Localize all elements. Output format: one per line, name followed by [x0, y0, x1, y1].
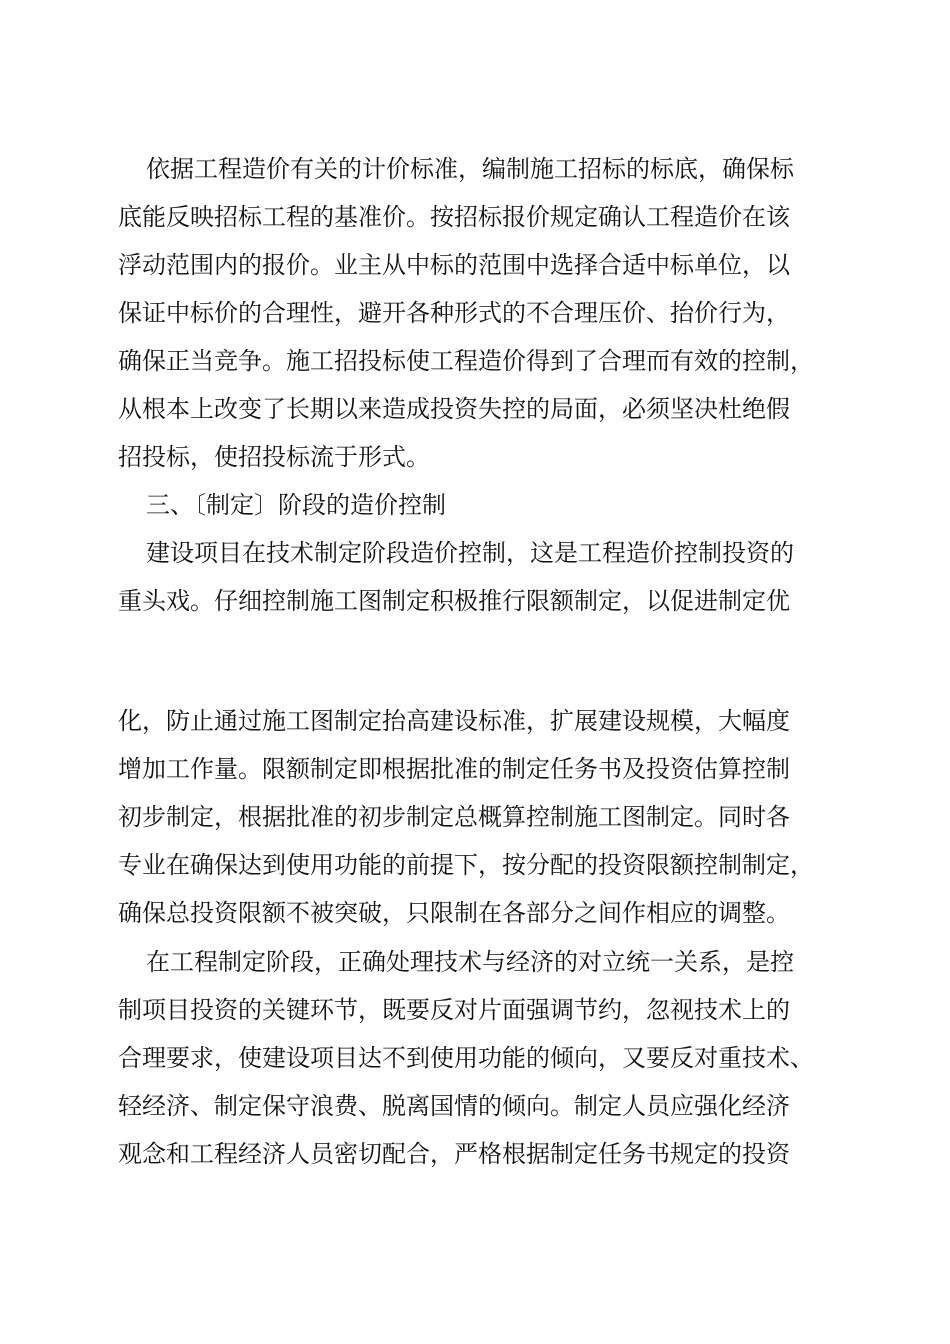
text-line: 确保总投资限额不被突破，只限制在各部分之间作相应的调整。 [118, 899, 790, 927]
text-line: 招投标，使招投标流于形式。 [118, 443, 430, 471]
text-line: 化，防止通过施工图制定抬高建设标准，扩展建设规模，大幅度 [118, 707, 790, 735]
text-line: 在工程制定阶段，正确处理技术与经济的对立统一关系，是控 [146, 948, 794, 976]
text-line: 确保正当竞争。施工招投标使工程造价得到了合理而有效的控制， [118, 347, 814, 375]
text-line: 从根本上改变了长期以来造成投资失控的局面，必须坚决杜绝假 [118, 395, 790, 423]
text-line: 增加工作量。限额制定即根据批准的制定任务书及投资估算控制 [118, 755, 790, 783]
section-heading: 三、〔制定〕阶段的造价控制 [146, 491, 446, 519]
text-line: 专业在确保达到使用功能的前提下，按分配的投资限额控制制定， [118, 851, 814, 879]
text-line: 初步制定，根据批准的初步制定总概算控制施工图制定。同时各 [118, 803, 790, 831]
text-line: 轻经济、制定保守浪费、脱离国情的倾向。制定人员应强化经济 [118, 1092, 790, 1120]
text-line: 保证中标价的合理性，避开各种形式的不合理压价、抬价行为， [118, 299, 790, 327]
text-line: 合理要求，使建设项目达不到使用功能的倾向，又要反对重技术、 [118, 1044, 814, 1072]
paragraph-design-limit [118, 697, 838, 937]
text-line: 重头戏。仔细控制施工图制定积极推行限额制定，以促进制定优 [118, 587, 790, 615]
text-line: 观念和工程经济人员密切配合，严格根据制定任务书规定的投资 [118, 1140, 790, 1168]
text-line: 底能反映招标工程的基准价。按招标报价规定确认工程造价在该 [118, 203, 790, 231]
text-line: 建设项目在技术制定阶段造价控制，这是工程造价控制投资的 [146, 539, 794, 567]
text-line: 制项目投资的关键环节，既要反对片面强调节约，忽视技术上的 [118, 996, 790, 1024]
text-line: 依据工程造价有关的计价标准，编制施工招标的标底，确保标 [146, 155, 794, 183]
paragraph-tendering [118, 145, 838, 625]
paragraph-design-stage [118, 938, 838, 1178]
text-line: 浮动范围内的报价。业主从中标的范围中选择合适中标单位，以 [118, 251, 790, 279]
